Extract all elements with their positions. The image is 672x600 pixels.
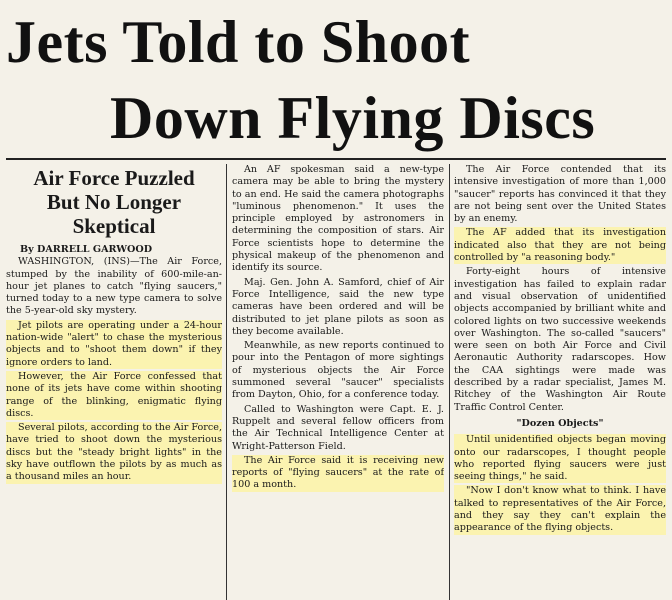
paragraph: Maj. Gen. John A. Samford, chief of Air Force Intelligence, said the new type cameras have been ordered and will be distributed to jet plane pilots as soon as they become available. bbox=[232, 276, 444, 337]
headline bbox=[0, 0, 672, 160]
highlighted-paragraph: Until unidentified objects began moving onto our radarscopes, I thought people who reported flying saucers were just seeing things," he said. bbox=[454, 434, 666, 483]
highlighted-paragraph: However, the Air Force confessed that none of its jets have come within shooting range of the blinking, enigmatic flying discs. bbox=[6, 370, 222, 419]
subhead-line-3: Skeptical bbox=[72, 214, 156, 238]
column-1 bbox=[6, 164, 222, 600]
column-3 bbox=[454, 164, 666, 600]
headline-rule bbox=[6, 158, 666, 160]
paragraph: Meanwhile, as new reports continued to pour into the Pentagon of more sightings of mysterious objects the Air Force summoned several "saucer" specialists from Dayton, Ohio, for a conference today. bbox=[232, 340, 444, 401]
subhead-line-2: But No Longer bbox=[46, 190, 182, 214]
paragraph: An AF spokesman said a new-type camera may be able to bring the mystery to an end. He said the camera photographs "luminous phenomenon." It uses the principle employed by astronomers in determining the composition of stars. Air Force scientists hope to determine the physical makeup of the phenomenon and identify its source. bbox=[232, 164, 444, 274]
highlighted-paragraph: The Air Force said it is receiving new reports of "flying saucers" at the rate of 100 a month. bbox=[232, 454, 444, 491]
paragraph: Forty-eight hours of intensive investigation has failed to explain radar and visual observation of unidentified objects accompanied by brilliant white and colored lights on two successive weekends over Washington. The so-called "saucers" were seen on both Air Force and Civil Aeronautic Authority radarscopes. How the CAA sightings were made was described by a radar specialist, James M. Ritchey of the Washington Air Route Traffic Control Center. bbox=[454, 266, 666, 413]
column-divider-2 bbox=[449, 164, 450, 600]
highlighted-paragraph: Several pilots, according to the Air Force, have tried to shoot down the mysterious discs but the "steady bright lights" in the sky have outflown the pilots by as much as a thousand miles an hour. bbox=[6, 422, 222, 483]
paragraph: WASHINGTON, (INS)—The Air Force, stumped by the inability of 600-mile-an-hour jet planes to catch "flying saucers," turned today to a new type camera to solve the 5-year-old sky mystery. bbox=[6, 256, 222, 317]
column-2 bbox=[232, 164, 444, 600]
highlighted-paragraph: The AF added that its investigation indicated also that they are not being controlled by "a reasoning body." bbox=[454, 227, 666, 264]
column-divider-1 bbox=[226, 164, 227, 600]
headline-line-2: Down Flying Discs bbox=[110, 85, 596, 151]
paragraph: The Air Force contended that its intensive investigation of more than 1,000 "saucer" reports has convinced it that they are not being sent over the United States by an enemy. bbox=[454, 164, 666, 225]
headline-line-1: Jets Told to Shoot bbox=[6, 9, 471, 75]
byline: By DARRELL GARWOOD bbox=[20, 244, 153, 255]
highlighted-paragraph: "Now I don't know what to think. I have talked to representatives of the Air Force, and they say they can't explain the appearance of the flying objects. bbox=[454, 485, 666, 534]
article-subhead bbox=[6, 166, 222, 238]
subhead-line-1: Air Force Puzzled bbox=[33, 166, 195, 190]
paragraph: Called to Washington were Capt. E. J. Ruppelt and several fellow officers from the Air Technical Intelligence Center at Wright-Patterson Field. bbox=[232, 403, 444, 452]
highlighted-paragraph: Jet pilots are operating under a 24-hour nation-wide "alert" to chase the mysterious objects and to "shoot them down" if they ignore orders to land. bbox=[6, 319, 222, 368]
sidehead: "Dozen Objects" bbox=[516, 417, 604, 429]
